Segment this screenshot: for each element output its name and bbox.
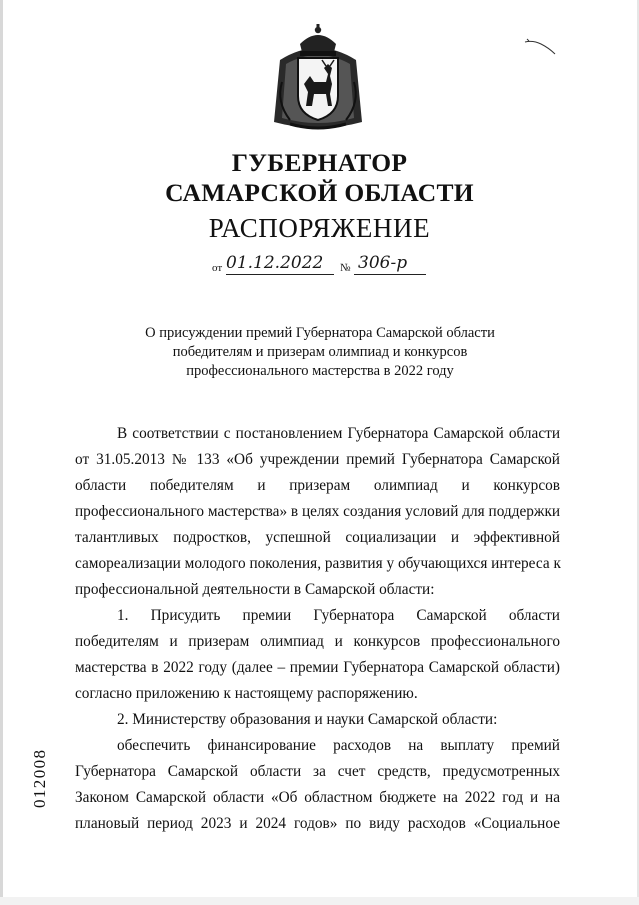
body-line: профессионального мастерства» в целях создания условий для поддержки — [75, 503, 561, 520]
body-line: плановый период 2023 и 2024 годов» по виду расходов «Социальное — [75, 815, 560, 832]
body-line: победителям и призерам олимпиад и конкурсов профессионального — [75, 633, 560, 650]
body-line: области победителям и призерам олимпиад и конкурсов — [75, 477, 560, 494]
stray-pen-mark — [523, 36, 557, 58]
body-line: мастерства в 2022 году (далее – премии Губернатора Самарской области) — [75, 659, 560, 676]
number-underline — [354, 274, 426, 275]
subject-line: профессионального мастерства в 2022 году — [186, 363, 454, 379]
scan-edge-left — [0, 0, 3, 905]
body-line: согласно приложению к настоящему распоряжению. — [75, 685, 418, 702]
subject-line: победителям и призерам олимпиад и конкурсов — [172, 344, 468, 360]
dateline — [212, 254, 452, 280]
handwritten-date: 01.12.2022 — [226, 253, 324, 273]
body-line: талантливых подростков, успешной социализации и эффективной — [75, 529, 560, 546]
body-line: профессиональной деятельности в Самарской области: — [75, 581, 435, 598]
body-line: от 31.05.2013 № 133 «Об учреждении премий Губернатора Самарской — [75, 451, 560, 468]
side-serial-number: 012008 — [30, 748, 49, 808]
date-underline — [226, 274, 334, 275]
number-label: № — [340, 262, 351, 274]
authority-title-line2: САМАРСКОЙ ОБЛАСТИ — [165, 178, 474, 207]
body-line: Губернатора Самарской области за счет средств, предусмотренных — [75, 763, 560, 780]
document-subject — [130, 324, 510, 381]
document-type: РАСПОРЯЖЕНИЕ — [208, 213, 431, 243]
body-line: 2. Министерству образования и науки Самарской области: — [117, 711, 498, 728]
scan-edge-bottom — [0, 897, 639, 905]
body-line: обеспечить финансирование расходов на выплату премий — [117, 737, 560, 754]
coat-of-arms-icon — [270, 22, 366, 134]
body-line: В соответствии с постановлением Губернатора Самарской области — [117, 425, 560, 442]
body-line: 1. Присудить премии Губернатора Самарской области — [117, 607, 560, 624]
body-line: Законом Самарской области «Об областном бюджете на 2022 год и на — [75, 789, 560, 806]
subject-line: О присуждении премий Губернатора Самарской области — [145, 325, 495, 341]
handwritten-number: 306-р — [358, 253, 408, 273]
body-line: самореализации молодого поколения, развития у обучающихся интереса к — [75, 555, 561, 572]
authority-title-line1: ГУБЕРНАТОР — [231, 148, 408, 177]
date-from-label: от — [212, 262, 223, 274]
